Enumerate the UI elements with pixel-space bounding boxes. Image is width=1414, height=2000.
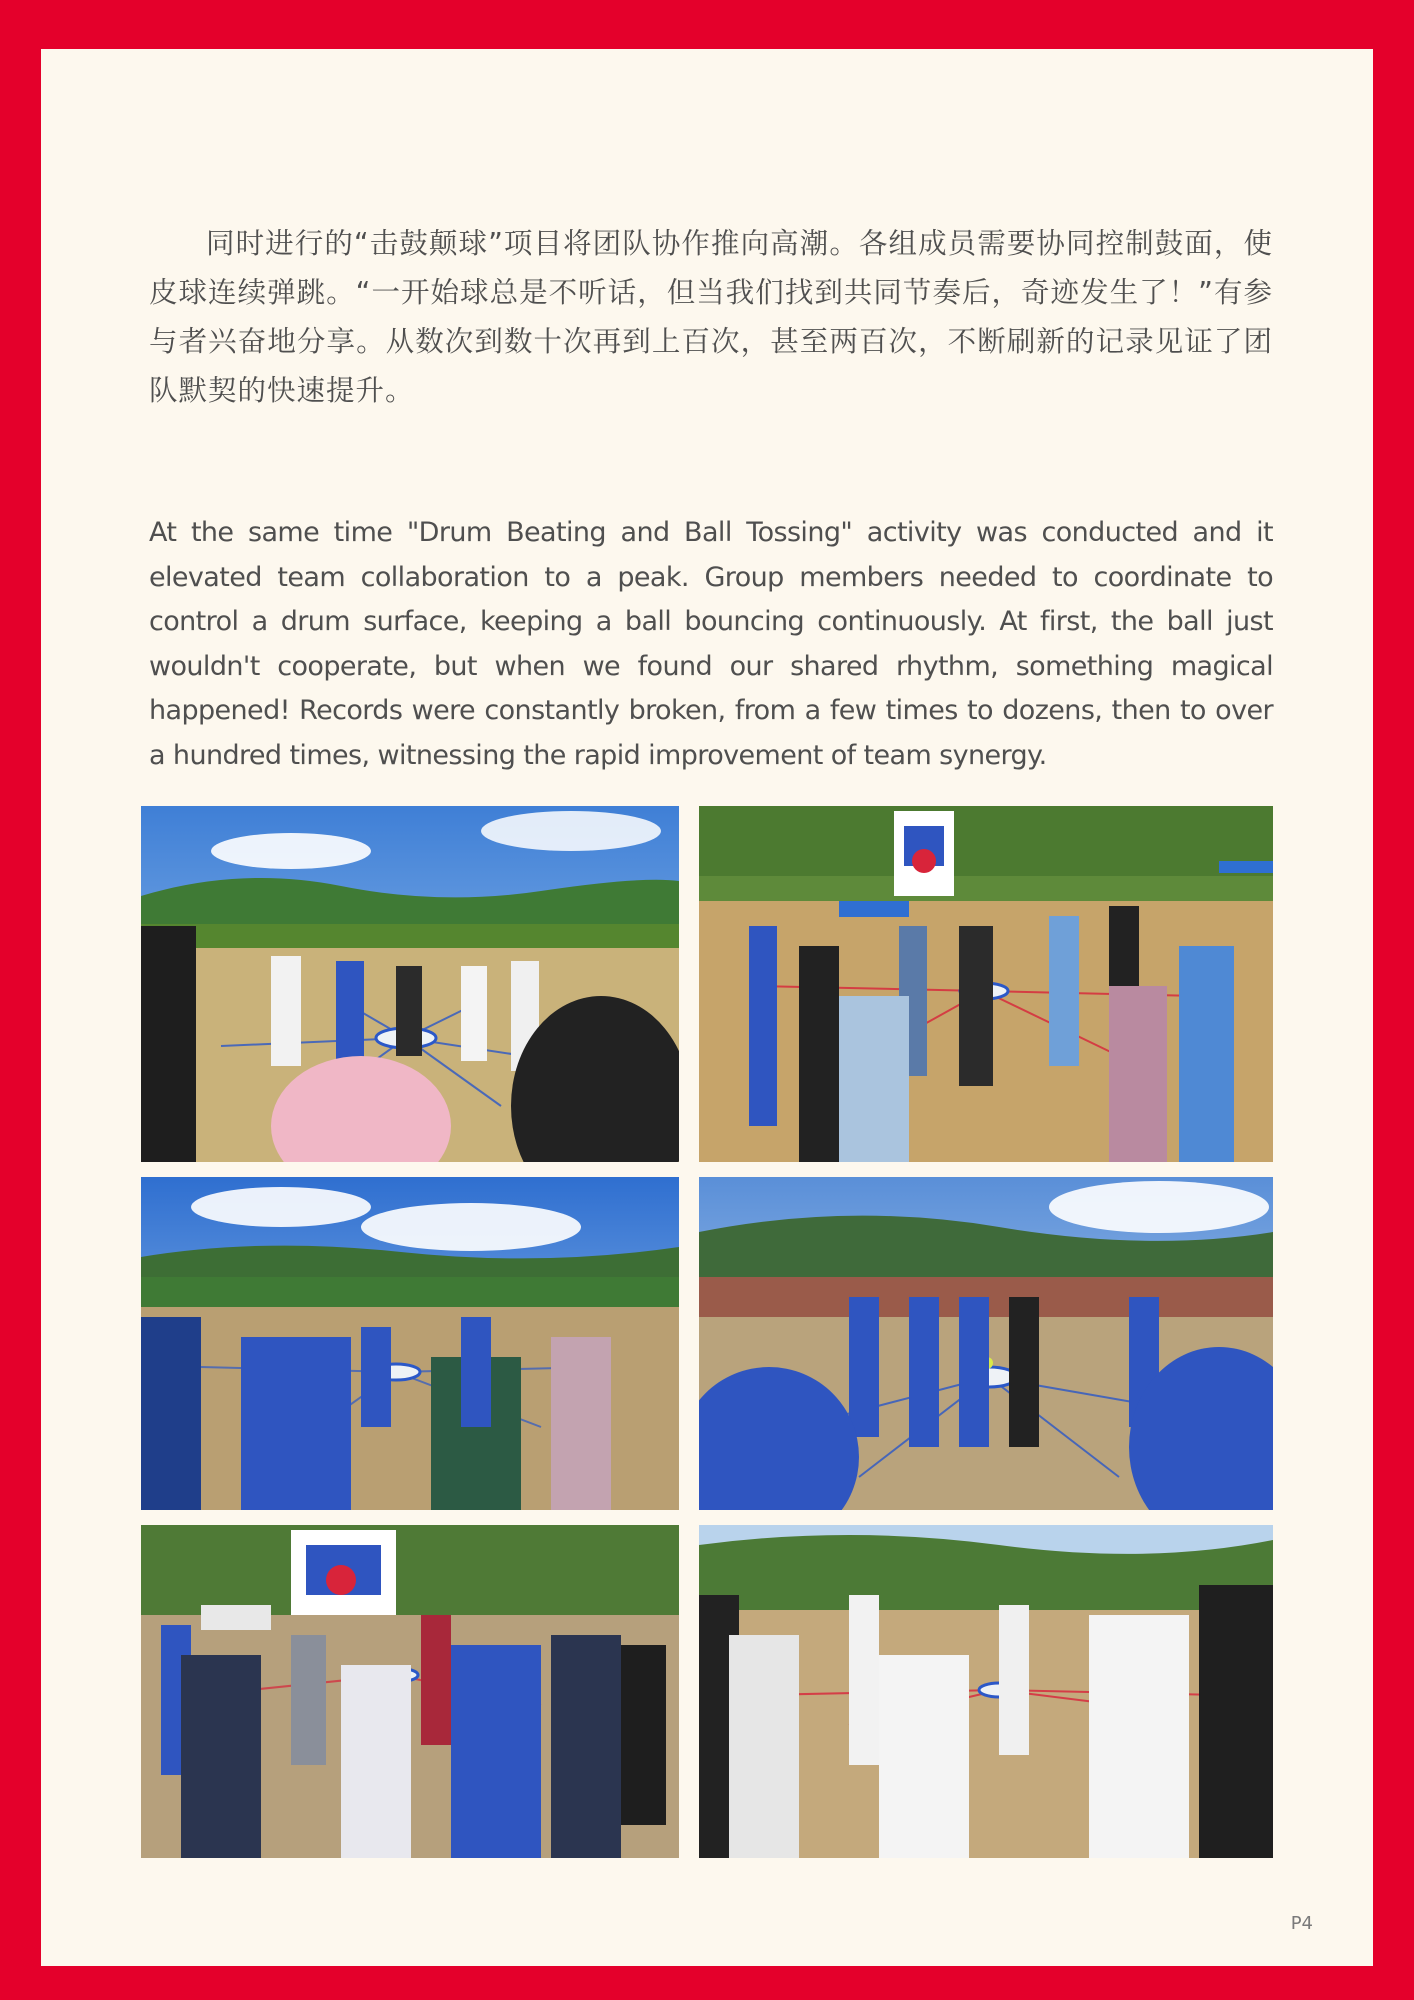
page-sheet — [41, 49, 1373, 1966]
photo-drum-game-2 — [699, 806, 1273, 1162]
photo-drum-game-1 — [141, 806, 679, 1162]
chinese-paragraph: 同时进行的“击鼓颠球”项目将团队协作推向高潮。各组成员需要协同控制鼓面，使皮球连续弹跳。“一开始球总是不听话，但当我们找到共同节奏后，奇迹发生了！”有参与者兴奋地分享。从数次到数十次再到上百次，甚至两百次，不断刷新的记录见证了团队默契的快速提升。 — [149, 227, 1273, 407]
photo-drum-game-3 — [141, 1177, 679, 1510]
page-number: P4 — [1290, 1913, 1313, 1934]
photo-drum-game-5 — [141, 1525, 679, 1858]
photo-drum-game-4 — [699, 1177, 1273, 1510]
photo-drum-game-6 — [699, 1525, 1273, 1858]
english-paragraph: At the same time "Drum Beating and Ball Tossing" activity was conducted and it elevated team collaboration to a peak. Group members needed to coordinate to control a drum surface, keeping a ball bouncing continuously. At first, the ball just wouldn't cooperate, but when we found our shared rhythm, something magical happened! Records were constantly broken, from a few times to dozens, then to over a hundred times, witnessing the rapid improvement of team synergy. — [149, 517, 1273, 771]
